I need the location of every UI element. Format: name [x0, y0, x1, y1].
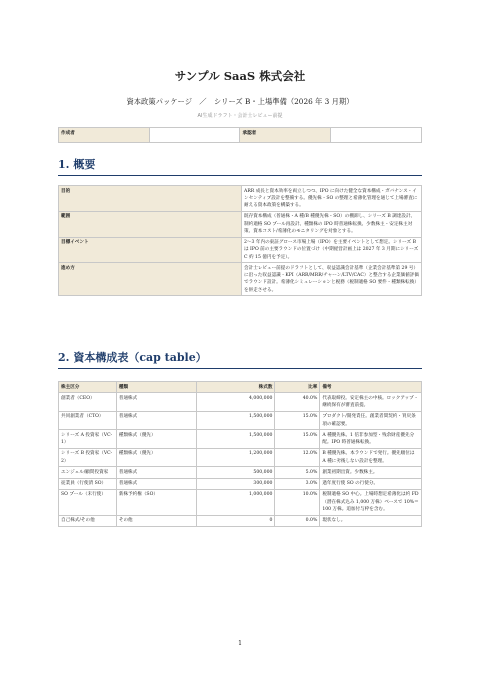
overview-label: 目的	[59, 186, 242, 212]
document-subtitle: 資本政策パッケージ ／ シリーズ B・上場準備（2026 年 3 月期）	[126, 97, 354, 106]
overview-value: 既存資本構成（普通株・A 種/B 種優先株・SO）の棚卸し、シリーズ B 調達設計、制約適格 SO プール再設計、種類株の IPO 時普通株転換、少数株主・安定株主対策、資本コスト/希薄化のモニタリングを対象とする。	[242, 211, 422, 237]
signoff-table	[58, 127, 422, 143]
table-row	[59, 467, 422, 478]
shares-cell: 1,500,000	[196, 411, 275, 430]
column-header-shares: 株式数	[196, 382, 275, 393]
shares-cell: 1,200,000	[196, 448, 275, 467]
shares-cell: 0	[196, 515, 275, 526]
type-cell: 普通株式	[116, 393, 196, 412]
table-row	[59, 478, 422, 489]
ratio-cell: 3.0%	[275, 478, 320, 489]
ratio-cell: 10.0%	[275, 489, 320, 515]
holder-cell: SO プール（未行使）	[59, 489, 117, 515]
notes-cell: 創業初期出資。少数株主。	[320, 467, 422, 478]
ratio-cell: 0.0%	[275, 515, 320, 526]
holder-cell: 従業員（行使済 SO）	[59, 478, 117, 489]
section-heading-overview: 1. 概要	[58, 158, 96, 171]
overview-value: ARR 成長と資本効率を両立しつつ、IPO に向けた健全な資本構成・ガバナンス・インセンティブ設計を整備する。優先株・SO の整理と希薄化管理を通じて上場審査に耐える資本政策を構築する。	[242, 186, 422, 212]
holder-cell: シリーズ A 投資家（VC-1）	[59, 430, 117, 449]
column-header-ratio: 比率	[275, 382, 320, 393]
table-row	[59, 393, 422, 412]
table-row	[59, 448, 422, 467]
approver-label: 承認者	[240, 128, 331, 143]
shares-cell: 500,000	[196, 467, 275, 478]
holder-cell: 自己株式/その他	[59, 515, 117, 526]
type-cell: 普通株式	[116, 411, 196, 430]
table-row	[59, 515, 422, 526]
notes-cell: 代表取締役。安定株主の中核。ロックアップ・継続保有が審査前提。	[320, 393, 422, 412]
holder-cell: エンジェル/顧問投資家	[59, 467, 117, 478]
author-value	[149, 128, 240, 143]
column-header-type: 種類	[116, 382, 196, 393]
section-heading-cap-table: 2. 資本構成表（cap table）	[58, 351, 207, 364]
overview-row	[59, 263, 422, 296]
holder-cell: 共同創業者（CTO）	[59, 411, 117, 430]
notes-cell: A 種優先株。1 倍非参加型・残余財産優先分配。IPO 時普通株転換。	[320, 430, 422, 449]
section-divider	[58, 175, 422, 176]
approver-value	[331, 128, 422, 143]
cap-table	[58, 381, 422, 527]
overview-row	[59, 186, 422, 212]
section-divider	[58, 368, 422, 369]
type-cell: 新株予約権（SO）	[116, 489, 196, 515]
overview-table	[58, 185, 422, 296]
notes-cell: 現状なし。	[320, 515, 422, 526]
type-cell: 種類株式（優先）	[116, 430, 196, 449]
type-cell: 普通株式	[116, 467, 196, 478]
column-header-notes: 備考	[320, 382, 422, 393]
ratio-cell: 40.0%	[275, 393, 320, 412]
author-label: 作成者	[59, 128, 150, 143]
page-number: 1	[238, 640, 242, 647]
table-row	[59, 430, 422, 449]
overview-row	[59, 237, 422, 263]
overview-value: 会計士レビュー前提のドラフトとして、収益認識会計基準（企業会計基準第 29 号）に沿った収益認識・KPI（ARR/MRR/チャーン/LTV/CAC）と整合する企業価値評価でラウンド設計。希薄化シミュレーションと税務（税制適格 SO 要件・種類株転換）を併走させる。	[242, 263, 422, 296]
notes-cell: B 種優先株。本ラウンドで発行。優先順位は A 種に劣後しない設計を整理。	[320, 448, 422, 467]
signoff-row	[59, 128, 422, 143]
ratio-cell: 5.0%	[275, 467, 320, 478]
overview-value: 2〜3 年内の東証グロース市場上場（IPO）を主要イベントとして想定。シリーズ B は IPO 前の主要ラウンドの位置づけ（中期経営計画上は 2027 年 3 月期にシリーズ C 約 15 億円を予定）。	[242, 237, 422, 263]
type-cell: 種類株式（優先）	[116, 448, 196, 467]
shares-cell: 300,000	[196, 478, 275, 489]
overview-label: 範囲	[59, 211, 242, 237]
overview-label: 目標イベント	[59, 237, 242, 263]
holder-cell: 創業者（CEO）	[59, 393, 117, 412]
notes-cell: 過年度行使 SO の行使分。	[320, 478, 422, 489]
draft-note: AI生成ドラフト・会計士レビュー前提	[197, 113, 283, 119]
column-header-holder: 株主区分	[59, 382, 117, 393]
shares-cell: 4,000,000	[196, 393, 275, 412]
overview-label: 進め方	[59, 263, 242, 296]
cap-table-header-row	[59, 382, 422, 393]
type-cell: その他	[116, 515, 196, 526]
ratio-cell: 12.0%	[275, 448, 320, 467]
notes-cell: 税制適格 SO 中心。上場時想定希薄化は約 FD（潜在株式込み 1,000 万株）ベースで 10%＝100 万株。追加付与枠を含む。	[320, 489, 422, 515]
shares-cell: 1,500,000	[196, 430, 275, 449]
ratio-cell: 15.0%	[275, 430, 320, 449]
notes-cell: プロダクト/開発責任。創業者間契約・買戻条項の確認要。	[320, 411, 422, 430]
table-row	[59, 411, 422, 430]
shares-cell: 1,000,000	[196, 489, 275, 515]
type-cell: 普通株式	[116, 478, 196, 489]
holder-cell: シリーズ B 投資家（VC-2）	[59, 448, 117, 467]
ratio-cell: 15.0%	[275, 411, 320, 430]
table-row	[59, 489, 422, 515]
overview-row	[59, 211, 422, 237]
company-title: サンプル SaaS 株式会社	[174, 69, 306, 83]
